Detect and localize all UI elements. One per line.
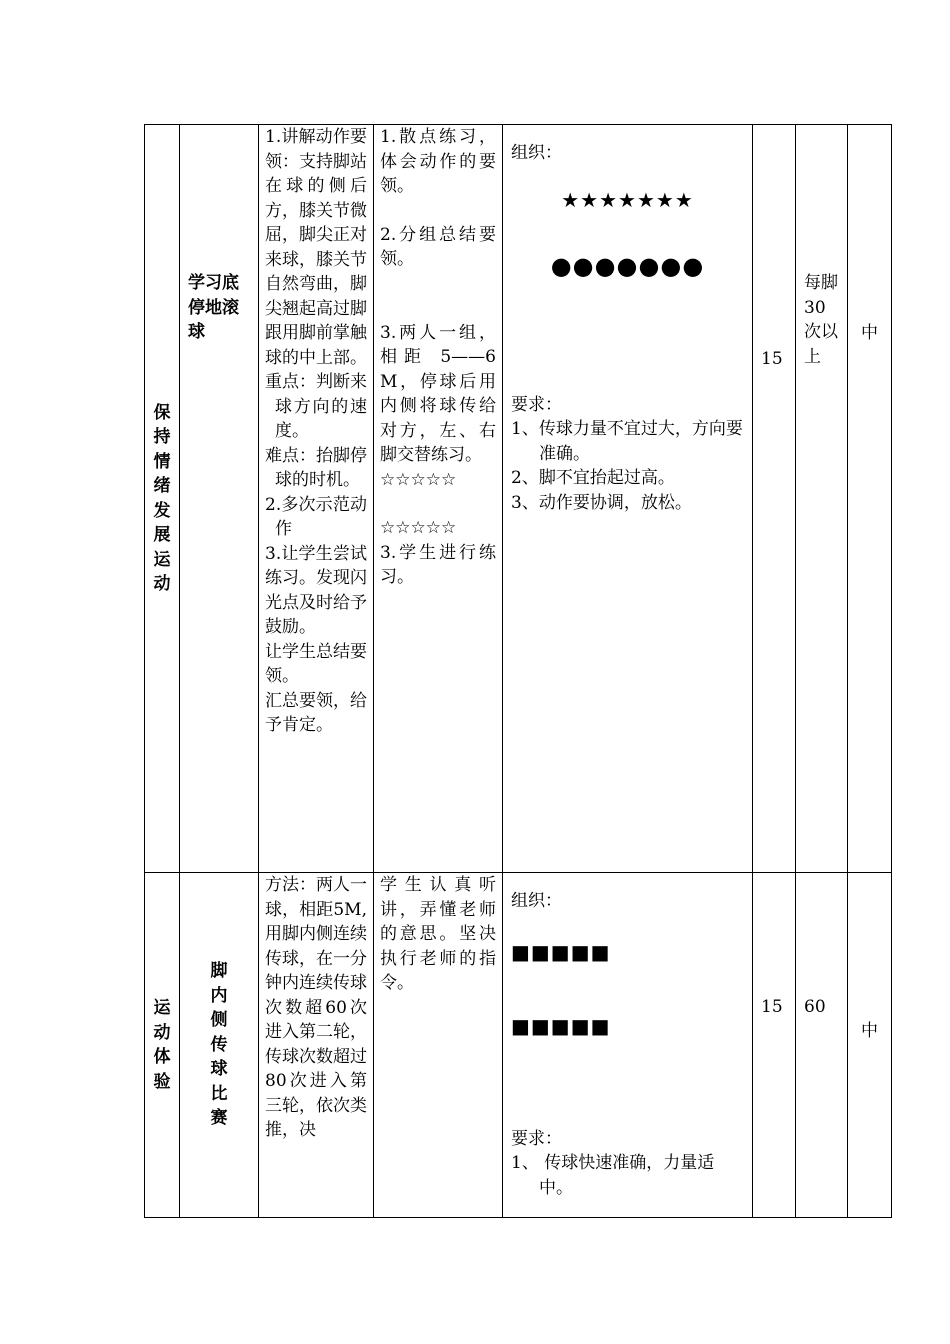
time-value: 15 — [761, 997, 783, 1017]
lesson-plan-table — [144, 124, 892, 1218]
time-value: 15 — [761, 349, 783, 369]
teacher-key-point: 重点：判断来球方向的速度。 — [265, 372, 367, 441]
teacher-step: 汇总要领，给予肯定。 — [265, 690, 367, 735]
formation-squares: ■■■■■ — [511, 1014, 611, 1038]
intensity-cell — [848, 125, 892, 873]
student-step: 1.散点练习，体会动作的要领。 — [380, 127, 496, 196]
topic-cell — [180, 125, 259, 873]
topic-cell — [180, 873, 259, 1218]
student-step: 3.学生进行练习。 — [380, 542, 496, 587]
teacher-step: 1.讲解动作要领：支持脚站在球的侧后方，膝关节微屈，脚尖正对来球，膝关节自然弯曲，脚尖翘起高过脚跟用脚前掌触球的中上部。 — [265, 127, 367, 368]
student-activity-cell — [374, 873, 503, 1218]
student-step: 3.两人一组，相距 5——6M，停球后用内侧将球传给对方，左、右脚交替练习。 — [380, 322, 496, 465]
teacher-activity-cell — [259, 125, 374, 873]
topic-label: 学习底停地滚球 — [188, 273, 239, 342]
student-step: 2.分组总结要领。 — [380, 224, 496, 269]
teacher-activity-cell — [259, 873, 374, 1218]
table-row — [145, 873, 892, 1218]
count-cell — [796, 873, 848, 1218]
formation-squares: ■■■■■ — [511, 939, 611, 964]
count-value: 60 — [804, 997, 826, 1017]
formation-stars-outline: ☆☆☆☆☆ — [380, 469, 457, 490]
topic-label: 脚内侧传球比赛 — [210, 961, 228, 1129]
intensity-cell — [848, 873, 892, 1218]
count-value: 每脚30次以上 — [804, 273, 838, 367]
formation-circles: ●●●●●●● — [550, 252, 705, 280]
student-activity-cell — [374, 125, 503, 873]
requirements-label: 要求： — [511, 1128, 562, 1149]
teacher-difficulty: 难点：抬脚停球的时机。 — [265, 445, 367, 490]
requirement-item: 1、传球力量不宜过大，方向要准确。 — [511, 419, 743, 464]
requirements-label: 要求： — [511, 394, 562, 415]
table-row — [145, 125, 892, 873]
formation-stars-filled: ★★★★★★★ — [561, 187, 694, 212]
stage-label: 运动体验 — [153, 998, 171, 1092]
student-step: 学生认真听讲，弄懂老师的意思。坚决执行老师的指令。 — [380, 875, 496, 993]
teacher-method: 方法：两人一球，相距5M,用脚内侧连续传球，在一分钟内连续传球次数超60次进入第二轮，传球次数超过80次进入第三轮，依次类推，决 — [265, 875, 367, 1140]
organization-cell — [503, 125, 753, 873]
time-cell — [753, 125, 796, 873]
requirement-item: 2、脚不宜抬起过高。 — [511, 468, 675, 488]
organization-cell — [503, 873, 753, 1218]
count-cell — [796, 125, 848, 873]
teacher-step: 让学生总结要领。 — [265, 641, 367, 686]
requirement-item: 3、动作要协调，放松。 — [511, 492, 692, 513]
time-cell — [753, 873, 796, 1218]
organization-label: 组织： — [511, 143, 562, 163]
stage-cell — [145, 873, 180, 1218]
intensity-value: 中 — [861, 323, 878, 343]
requirement-item: 1、 传球快速准确，力量适中。 — [511, 1153, 715, 1198]
teacher-step: 2.多次示范动作 — [265, 494, 367, 539]
stage-cell — [145, 125, 180, 873]
organization-label: 组织： — [511, 891, 562, 911]
stage-label: 保持情绪发展运动 — [153, 402, 171, 594]
intensity-value: 中 — [861, 1021, 878, 1041]
teacher-step: 3.让学生尝试练习。发现闪光点及时给予鼓励。 — [265, 543, 367, 637]
formation-stars-outline: ☆☆☆☆☆ — [380, 518, 457, 538]
